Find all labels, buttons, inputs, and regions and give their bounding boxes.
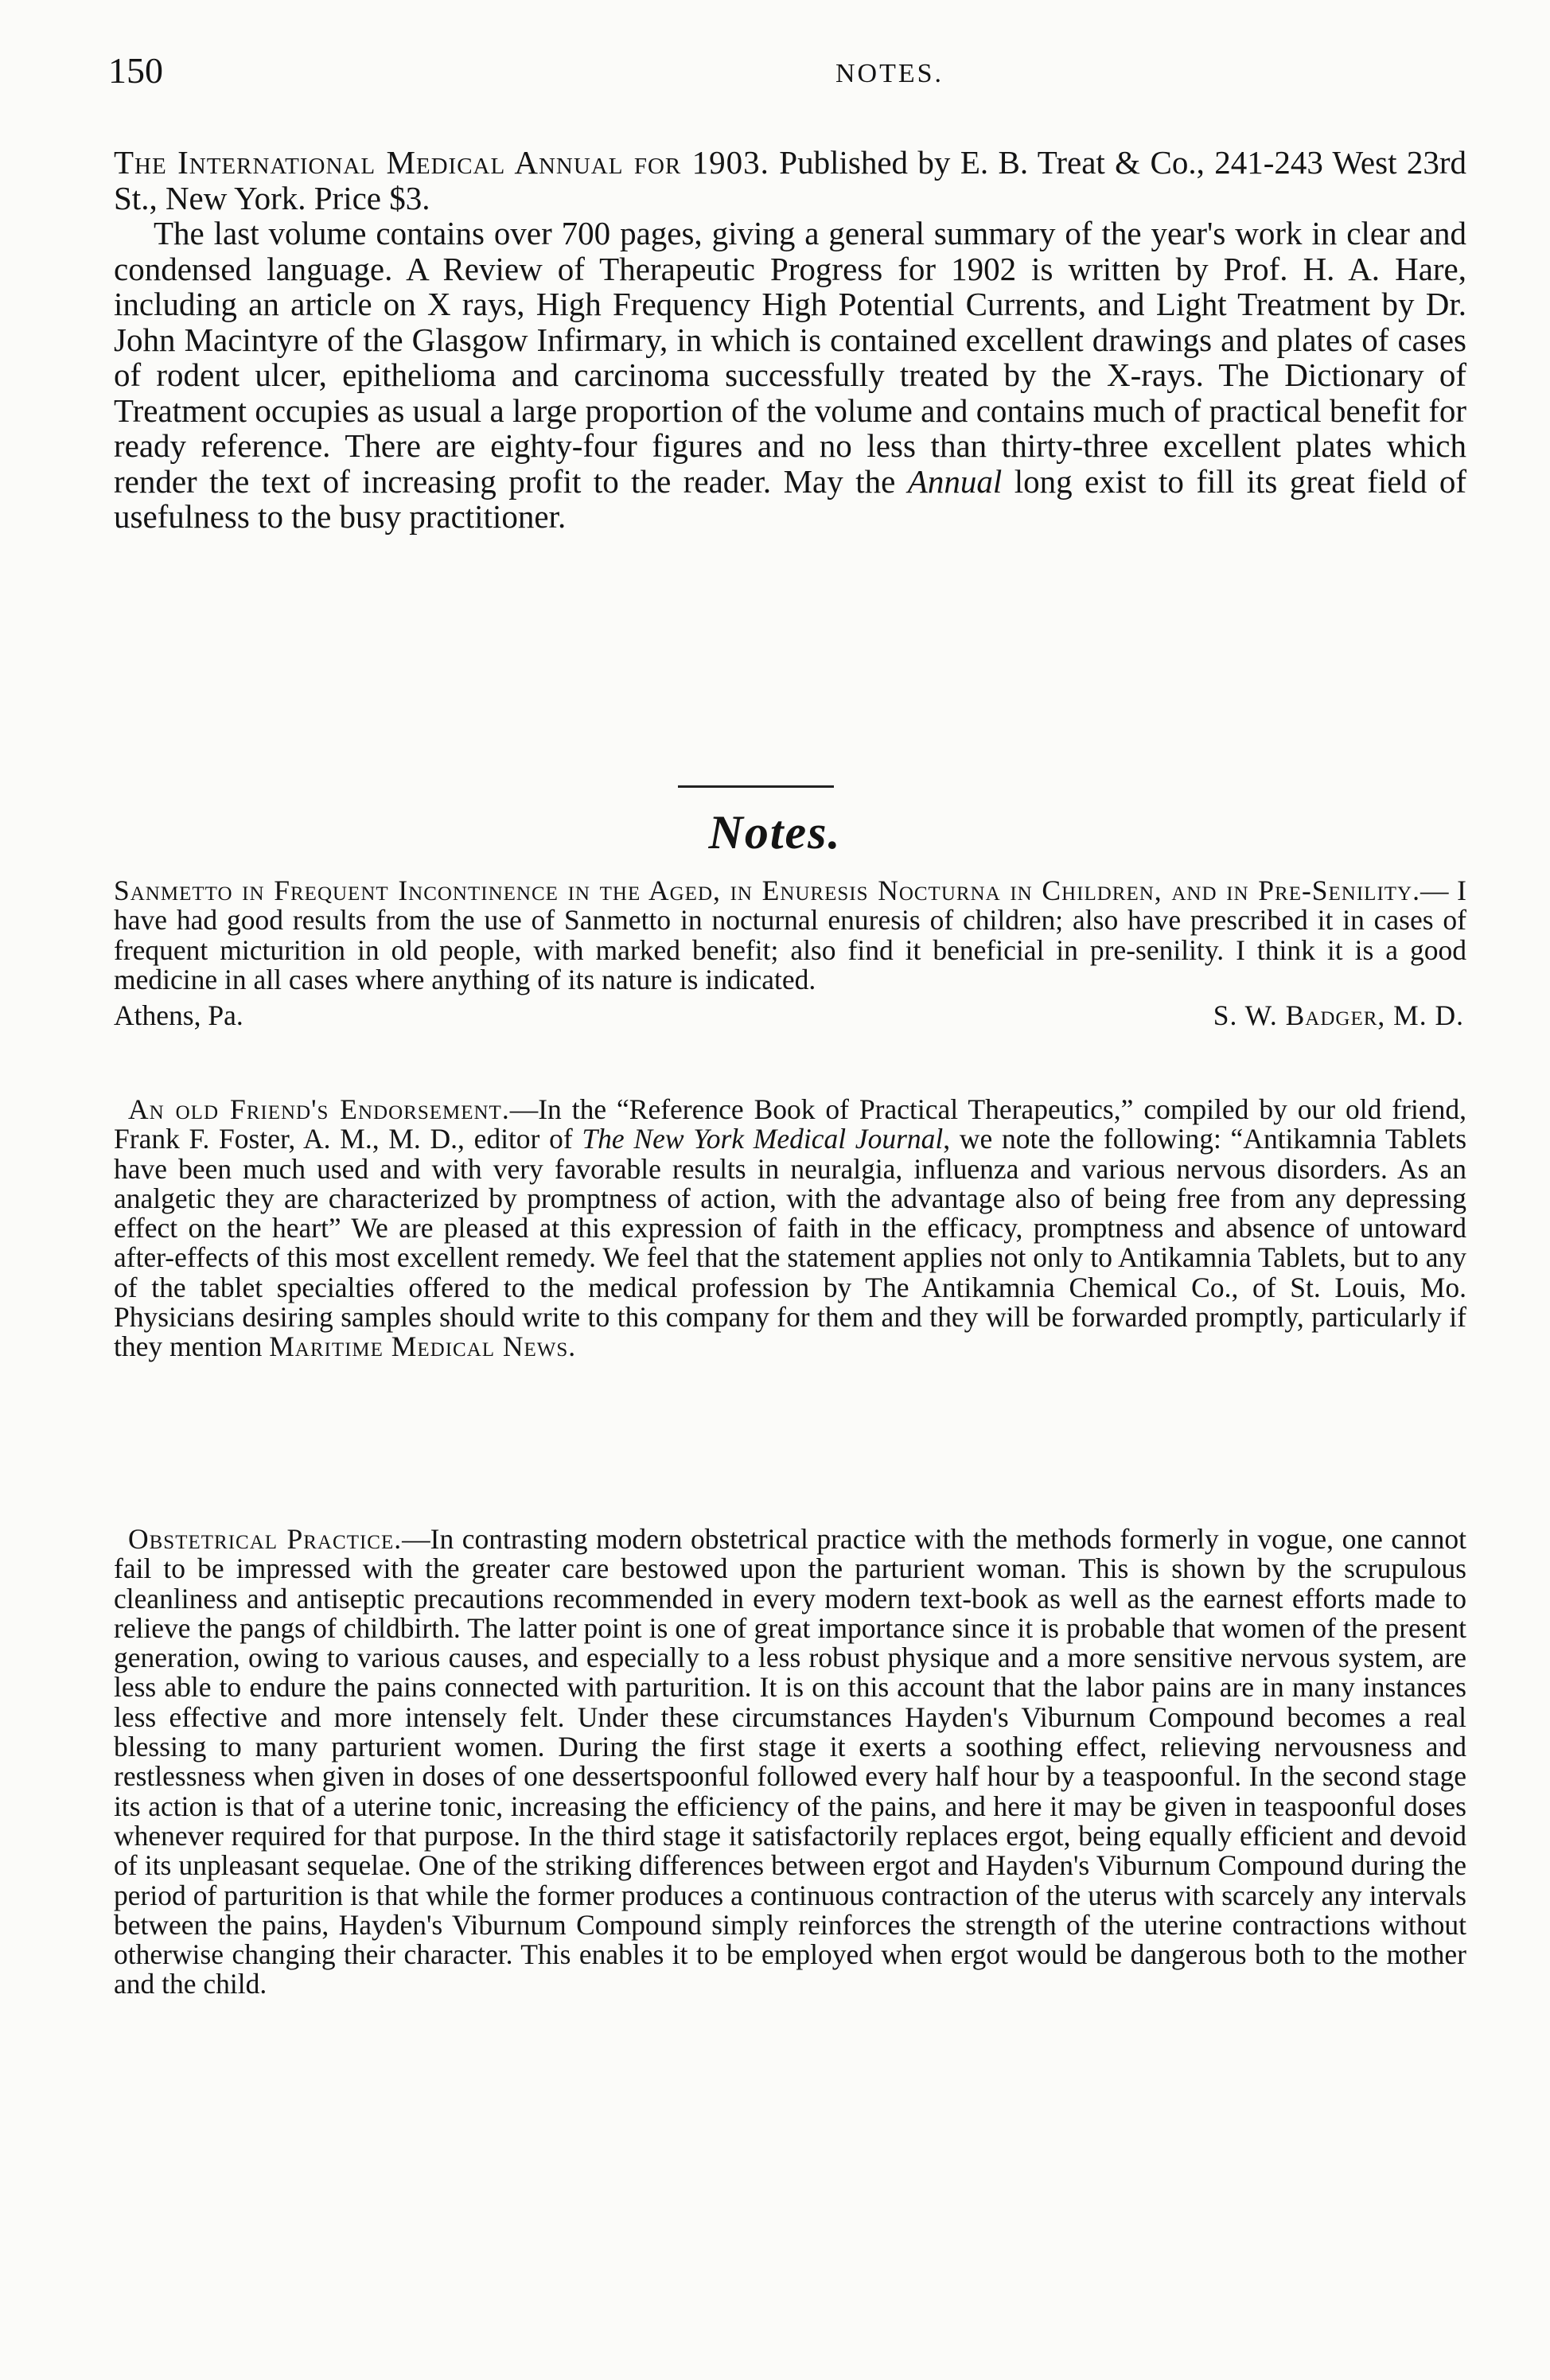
book-review [114, 145, 1466, 535]
journal-name: The New York Medical Journal [582, 1123, 944, 1155]
signature-line [114, 1001, 1466, 1039]
section-heading: Notes. [708, 806, 842, 859]
note-text-continued: , we note the following: “Antikamnia Tablets have been much used and with very favorable results in neuralgia, influenza and various nervous disorders. As an analgetic they are characterized by promptness of action, with the advantage also of being free from any depressing effect on the heart” We are pleased at this expression of faith in the efficacy, promptness and absence of untoward after-effects of this most excellent remedy. We feel that the statement applies not only to Antikamnia Tablets, but to any of the tablet specialties offered to the medical profession by The Antikamnia Chemical Co., of St. Louis, Mo. Physicians desiring samples should write to this company for them and they will be forwarded promptly, particularly if they mention [114, 1123, 1467, 1363]
note-endorsement [114, 1095, 1466, 1362]
note-text: —In contrasting modern obstetrical practice with the methods formerly in vogue, one cannot fail to be impressed with the greater care bestowed upon the parturient woman. This is shown by the scrupulous cleanliness and antiseptic precautions recommended in every modern text-book as well as the earnest efforts made to relieve the pangs of childbirth. The latter point is one of great importance since it is probable that women of the present generation, owing to various causes, and especially to a less robust physique and a more sensitive nervous system, are less able to endure the pains connected with parturition. It is on this account that the labor pains are in many instances less effective and more intensely felt. Under these circumstances Hayden's Viburnum Compound becomes a real blessing to many parturient women. During the first stage it exerts a soothing effect, relieving nervousness and restlessness when given in doses of one dessertspoonful followed every half hour by a teaspoonful. In the second stage its action is that of a uterine tonic, increasing the efficiency of the pains, and here it may be given in teaspoonful doses whenever required for that purpose. In the third stage it satisfactorily replaces ergot, being equally efficient and devoid of its unpleasant sequelae. One of the striking differences between ergot and Hayden's Viburnum Compound during the period of parturition is that while the former produces a continuous contraction of the uterus with scarcely any intervals between the pains, Hayden's Viburnum Compound simply reinforces the strength of the uterine contractions without otherwise changing their character. This enables it to be employed when ergot would be dangerous both to the mother and the child. [114, 1523, 1466, 2000]
running-title: NOTES. [835, 59, 944, 88]
note-text: —In the “Reference Book of Practical Therapeutics,” compiled by our old friend, Frank F. Foster, A. M., M. D., editor of [114, 1093, 1466, 1155]
review-body-text: The last volume contains over 700 pages, giving a general summary of the year's work in clear and condensed language. A Review of Therapeutic Progress for 1902 is written by Prof. H. A. Hare, including an article on X rays, High Frequency High Potential Currents, and Light Treatment by Dr. John Macintyre of the Glasgow Infirmary, in which is contained excellent drawings and plates of cases of rodent ulcer, epithelioma and carcinoma successfully treated by the X-rays. The Dictionary of Treatment occupies as usual a large proportion of the volume and contains much of practical benefit for ready reference. There are eighty-four figures and no less than thirty-three excellent plates which render the text of increasing profit to the reader. May the [114, 215, 1466, 500]
note-obstetrical [114, 1525, 1466, 2000]
signature-author: S. W. Badger, M. D. [1213, 999, 1464, 1032]
review-body-text-end: long exist to fill its great field of usefulness to the busy practitioner. [114, 462, 1467, 535]
review-title: The International Medical Annual for 1903. [114, 144, 769, 181]
review-heading-line [114, 145, 1466, 216]
note-heading: An old Friend's Endorsement. [128, 1093, 510, 1125]
note-sanmetto [114, 876, 1466, 1039]
page-number: 150 [108, 50, 163, 91]
journal-mention: Maritime Medical News. [269, 1330, 577, 1363]
running-head [95, 49, 1464, 97]
note-heading: Sanmetto in Frequent Incontinence in the Aged, in Enuresis Nocturna in Children, and in Pre-Senility. [114, 874, 1420, 906]
note-heading: Obstetrical Practice. [128, 1523, 403, 1555]
review-publisher: Published by E. B. Treat & Co., 241-243 West 23rd St., New York. Price $3. [114, 144, 1467, 216]
signature-place: Athens, Pa. [114, 999, 243, 1032]
section-divider [678, 785, 834, 788]
review-body [114, 216, 1466, 535]
note-text: — I have had good results from the use of Sanmetto in nocturnal enuresis of children; also have prescribed it in cases of frequent micturition in old people, with marked benefit; also find it beneficial in pre-senility. I think it is a good medicine in all cases where anything of its nature is indicated. [114, 874, 1466, 995]
review-italic-word: Annual [907, 462, 1003, 500]
